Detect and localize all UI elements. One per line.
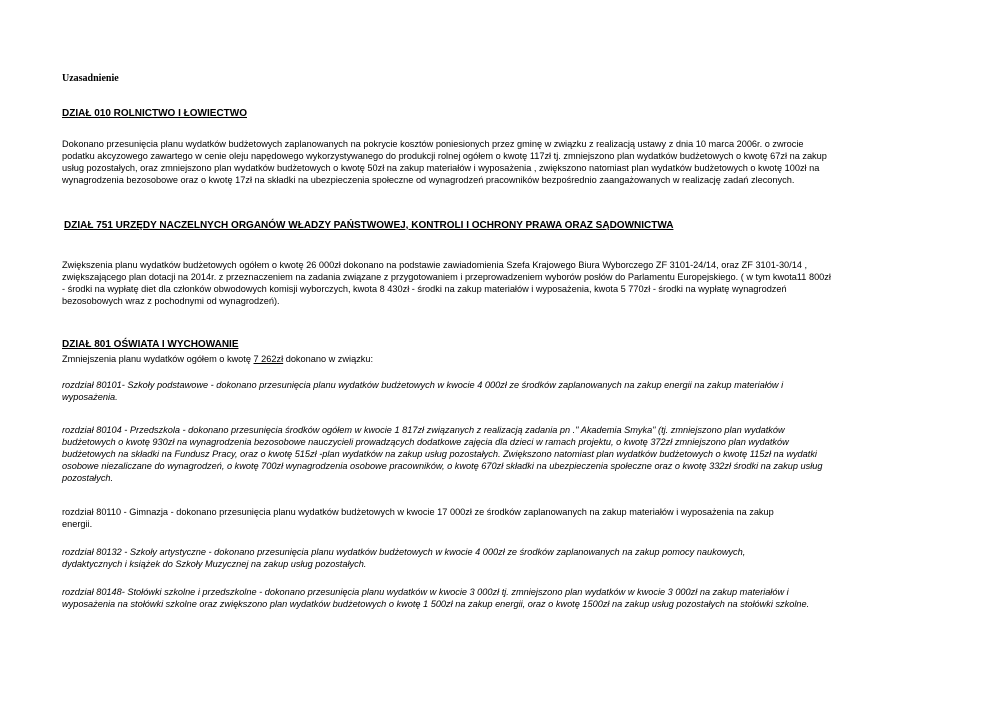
rozdzial-80104-paragraph: rozdział 80104 - Przedszkola - dokonano przesunięcia środków ogółem w kwocie 1 817zł związanych z realizacją zadania pn ." Akademia Smyka" (tj. zmniejszono plan wydatków budżetowych o kwotę 930zł na wynagrodzenia bezosobowe nauczycieli prowadzących dodatkowe zajęcia dla dzieci w ramach projektu, o kwotę 372zł zmniejszono plan wydatków budżetowych na składki na Fundusz Pracy, oraz o kwotę 515zł -plan wydatków na zakup usług pozostałych. Zwiększono natomiast plan wydatków budżetowych o kwotę 115zł na wydatki osobowe niezaliczane do wynagrodzeń, o kwotę 700zł wynagrodzenia osobowe pracowników, o kwotę 670zł składki na ubezpieczenia społeczne oraz o kwotę 332zł środki na zakup usług pozostałych. xyxy=(62,425,823,483)
section-801-intro xyxy=(62,353,862,365)
section-heading-801: DZIAŁ 801 OŚWIATA I WYCHOWANIE xyxy=(62,339,239,350)
intro-text-after: dokonano w związku: xyxy=(283,354,374,364)
rozdzial-80101-paragraph: rozdział 80101- Szkoły podstawowe - dokonano przesunięcia planu wydatków budżetowych w kwocie 4 000zł ze środków zaplanowanych na zakup energii na zakup materiałów i wyposażenia. xyxy=(62,380,784,402)
intro-amount: 7 262zł xyxy=(253,354,284,364)
section-751-paragraph: Zwiększenia planu wydatków budżetowych ogółem o kwotę 26 000zł dokonano na podstawie zawiadomienia Szefa Krajowego Biura Wyborczego ZF 3101-24/14, oraz ZF 3101-30/14 , zwiększającego plan dotacji na 2014r. z przeznaczeniem na zadania związane z przygotowaniem i przeprowadzeniem wyborów posłów do Parlamentu Europejskiego. ( w tym kwota11 800zł - środki na wypłatę diet dla członków obwodowych komisji wyborczych, kwota 8 430zł - środki na zakup materiałów i wyposażenia, kwota 5 770zł - środki na wypłatę wynagrodzeń bezosobowych wraz z pochodnymi od wynagrodzeń). xyxy=(62,260,831,306)
section-heading-010: DZIAŁ 010 ROLNICTWO I ŁOWIECTWO xyxy=(62,108,247,119)
document-title: Uzasadnienie xyxy=(62,73,119,84)
rozdzial-80110-paragraph: rozdział 80110 - Gimnazja - dokonano przesunięcia planu wydatków budżetowych w kwocie 17 000zł ze środków zaplanowanych na zakup materiałów i wyposażenia na zakup energii. xyxy=(62,507,774,529)
rozdzial-80148-paragraph: rozdział 80148- Stołówki szkolne i przedszkolne - dokonano przesunięcia planu wydatków w kwocie 3 000zł tj. zmniejszono plan wydatków w kwocie 3 000zł na zakup materiałów i wyposażenia na stołówki szkolne oraz zwiększono plan wydatków budżetowych o kwotę 1 500zł na zakup energii, oraz o kwotę 1500zł na zakup usług pozostałych na stołówki szkolne. xyxy=(62,587,810,609)
rozdzial-80132-paragraph: rozdział 80132 - Szkoły artystyczne - dokonano przesunięcia planu wydatków budżetowych w kwocie 4 000zł ze środków zaplanowanych na zakup pomocy naukowych, dydaktycznych i książek do Szkoły Muzycznej na zakup usług pozostałych. xyxy=(62,547,746,569)
section-heading-751: DZIAŁ 751 URZĘDY NACZELNYCH ORGANÓW WŁADZY PAŃSTWOWEJ, KONTROLI I OCHRONY PRAWA ORAZ SĄDOWNICTWA xyxy=(64,220,674,231)
section-010-paragraph: Dokonano przesunięcia planu wydatków budżetowych zaplanowanych na pokrycie kosztów poniesionych przez gminę w związku z realizacją ustawy z dnia 10 marca 2006r. o zwrocie podatku akcyzowego zawartego w cenie oleju napędowego wykorzystywanego do produkcji rolnej ogółem o kwotę 117zł tj. zmniejszono plan wydatków budżetowych o kwotę 67zł na zakup usług pozostałych, oraz zmniejszono plan wydatków budżetowych o kwotę 50zł na zakup materiałów i wyposażenia , zwiększono natomiast plan wydatków budżetowych o kwotę 100zł na wynagrodzenia bezosobowe oraz o kwotę 17zł na składki na ubezpieczenia społeczne od wynagrodzeń pracowników bezpośrednio zaangażowanych w realizację zadań zleconych. xyxy=(62,139,827,185)
intro-text-before: Zmniejszenia planu wydatków ogółem o kwotę xyxy=(62,354,254,364)
